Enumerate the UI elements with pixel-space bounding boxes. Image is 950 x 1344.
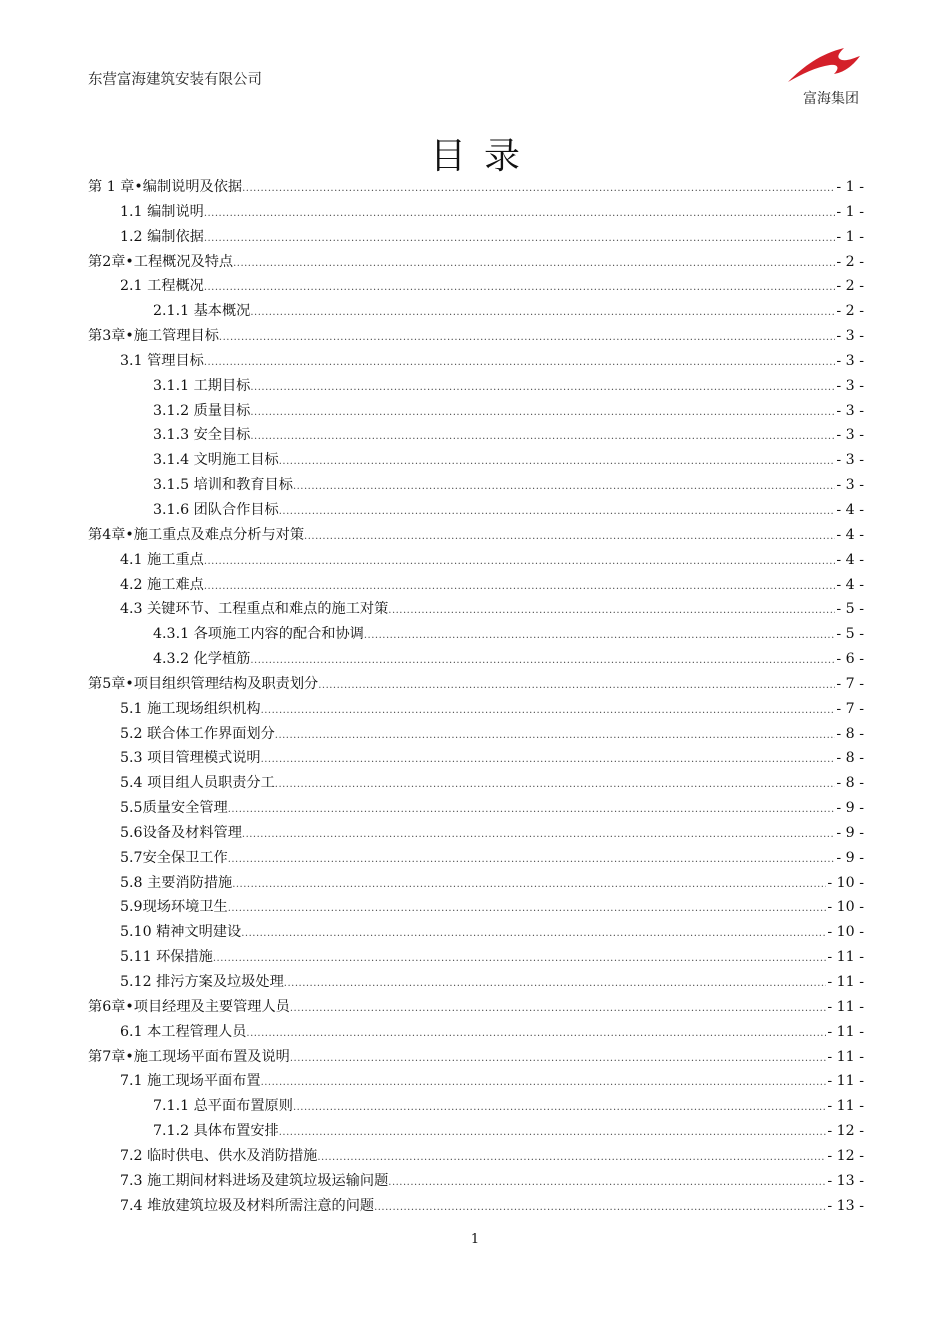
toc-dot-leader (279, 500, 836, 525)
toc-dot-leader (364, 624, 835, 649)
toc-entry-page: - 13 - (827, 1197, 864, 1214)
toc-dot-leader (279, 1121, 827, 1146)
toc-entry[interactable] (88, 548, 864, 573)
toc-entry-page: - 1 - (836, 228, 864, 245)
toc-entry[interactable] (88, 746, 864, 771)
toc-entry-page: - 12 - (827, 1147, 864, 1164)
toc-entry-title: 4.3.1 各项施工内容的配合和协调 (153, 626, 364, 643)
toc-dot-leader (388, 599, 835, 624)
toc-entry-title: 1.1 编制说明 (120, 203, 204, 220)
toc-entry-title: 2.1.1 基本概况 (153, 303, 251, 320)
toc-entry[interactable] (88, 175, 864, 200)
toc-entry[interactable] (88, 225, 864, 250)
toc-entry[interactable] (88, 771, 864, 796)
toc-entry-title: 7.2 临时供电、供水及消防措施 (120, 1147, 318, 1164)
toc-entry-page: - 7 - (836, 675, 864, 692)
toc-dot-leader (290, 1047, 826, 1072)
toc-entry-page: - 13 - (827, 1172, 864, 1189)
toc-entry[interactable] (88, 349, 864, 374)
toc-entry-title: 7.3 施工期间材料进场及建筑垃圾运输问题 (120, 1172, 389, 1189)
toc-entry-page: - 5 - (836, 601, 864, 618)
toc-entry[interactable] (88, 821, 864, 846)
toc-entry-title: 第2章•工程概况及特点 (88, 253, 234, 270)
toc-entry-title: 4.1 施工重点 (120, 551, 204, 568)
toc-entry-title: 6.1 本工程管理人员 (120, 1023, 247, 1040)
toc-entry[interactable] (88, 1144, 864, 1169)
toc-entry-title: 3.1.2 质量目标 (153, 402, 251, 419)
toc-entry-page: - 3 - (836, 328, 864, 345)
toc-entry[interactable] (88, 473, 864, 498)
toc-dot-leader (204, 575, 836, 600)
toc-entry[interactable] (88, 895, 864, 920)
toc-entry-title: 2.1 工程概况 (120, 278, 204, 295)
toc-entry-title: 5.8 主要消防措施 (120, 874, 233, 891)
toc-entry-page: - 8 - (836, 725, 864, 742)
toc-entry[interactable] (88, 1119, 864, 1144)
toc-entry-title: 5.7安全保卫工作 (120, 849, 228, 866)
toc-entry-title: 5.1 施工现场组织机构 (120, 700, 261, 717)
header-company-name: 东营富海建筑安装有限公司 (88, 72, 262, 88)
toc-entry-page: - 2 - (836, 253, 864, 270)
toc-entry-title: 7.1.1 总平面布置原则 (153, 1098, 293, 1115)
toc-dot-leader (250, 649, 835, 674)
toc-dot-leader (228, 798, 836, 823)
toc-entry-page: - 2 - (836, 303, 864, 320)
toc-entry-title: 3.1 管理目标 (120, 352, 204, 369)
toc-entry[interactable] (88, 622, 864, 647)
toc-entry-page: - 11 - (827, 1048, 864, 1065)
toc-dot-leader (317, 1146, 826, 1171)
toc-dot-leader (261, 699, 836, 724)
table-of-contents (88, 175, 864, 1218)
toc-entry-page: - 11 - (827, 974, 864, 990)
toc-dot-leader (318, 674, 835, 699)
toc-dot-leader (246, 1022, 826, 1047)
toc-entry[interactable] (88, 324, 864, 349)
toc-entry-page: - 11 - (827, 1073, 864, 1090)
toc-dot-leader (241, 922, 826, 947)
logo-caption: 富海集团 (803, 91, 859, 107)
toc-entry[interactable] (88, 1194, 864, 1219)
toc-entry[interactable] (88, 871, 864, 896)
toc-dot-leader (250, 425, 835, 450)
toc-entry-page: - 8 - (836, 750, 864, 767)
toc-entry-title: 5.11 环保措施 (120, 949, 213, 966)
toc-entry-page: - 1 - (836, 203, 864, 220)
toc-entry[interactable] (88, 523, 864, 548)
toc-entry[interactable] (88, 722, 864, 747)
toc-entry[interactable] (88, 1069, 864, 1094)
toc-entry[interactable] (88, 846, 864, 871)
toc-dot-leader (219, 326, 835, 351)
toc-entry[interactable] (88, 423, 864, 448)
toc-dot-leader (204, 351, 836, 376)
toc-dot-leader (275, 724, 836, 749)
toc-entry-page: - 11 - (827, 998, 864, 1015)
toc-entry-title: 第7章•施工现场平面布置及说明 (88, 1048, 290, 1065)
toc-entry[interactable] (88, 920, 864, 945)
toc-dot-leader (250, 376, 835, 401)
toc-entry-title: 3.1.5 培训和教育目标 (153, 477, 293, 494)
toc-entry-title: 3.1.6 团队合作目标 (153, 501, 279, 518)
toc-entry-title: 第3章•施工管理目标 (88, 328, 219, 345)
toc-dot-leader (374, 1196, 826, 1221)
toc-dot-leader (228, 848, 836, 873)
toc-entry-page: - 9 - (836, 849, 864, 866)
toc-entry-title: 7.1 施工现场平面布置 (120, 1073, 261, 1090)
toc-entry[interactable] (88, 1045, 864, 1070)
toc-dot-leader (250, 301, 835, 326)
toc-entry-title: 3.1.1 工期目标 (153, 377, 251, 394)
page-number: 1 (470, 1232, 480, 1247)
toc-dot-leader (213, 947, 826, 972)
toc-entry-page: - 11 - (827, 1098, 864, 1115)
toc-entry[interactable] (88, 1020, 864, 1045)
toc-entry[interactable] (88, 374, 864, 399)
toc-entry[interactable] (88, 274, 864, 299)
toc-entry-title: 5.5质量安全管理 (120, 800, 228, 817)
toc-entry-title: 7.4 堆放建筑垃圾及材料所需注意的问题 (120, 1197, 375, 1214)
toc-entry-title: 5.4 项目组人员职责分工 (120, 775, 275, 792)
toc-dot-leader (279, 450, 836, 475)
toc-dot-leader (290, 997, 826, 1022)
toc-entry[interactable] (88, 299, 864, 324)
toc-entry-page: - 2 - (836, 278, 864, 295)
toc-entry[interactable] (88, 597, 864, 622)
toc-dot-leader (228, 897, 827, 922)
toc-entry[interactable] (88, 448, 864, 473)
toc-dot-leader (293, 1096, 826, 1121)
company-logo-icon (786, 44, 862, 84)
toc-dot-leader (250, 401, 835, 426)
toc-entry-page: - 3 - (836, 427, 864, 444)
toc-entry-page: - 3 - (836, 452, 864, 469)
toc-entry[interactable] (88, 647, 864, 672)
toc-entry[interactable] (88, 796, 864, 821)
toc-entry-page: - 9 - (836, 824, 864, 841)
toc-entry[interactable] (88, 995, 864, 1020)
toc-entry-page: - 3 - (836, 377, 864, 394)
toc-entry-page: - 8 - (836, 775, 864, 792)
toc-dot-leader (242, 177, 835, 202)
toc-entry-title: 5.2 联合体工作界面划分 (120, 725, 275, 742)
page-title: 目录 (429, 136, 538, 177)
toc-entry-title: 5.6设备及材料管理 (120, 824, 242, 841)
toc-entry-title: 5.10 精神文明建设 (120, 924, 242, 941)
toc-entry[interactable] (88, 573, 864, 598)
toc-entry-title: 7.1.2 具体布置安排 (153, 1123, 279, 1140)
toc-entry-title: 3.1.4 文明施工目标 (153, 452, 279, 469)
toc-entry-title: 第5章•项目组织管理结构及职责划分 (88, 675, 319, 692)
toc-dot-leader (261, 1071, 827, 1096)
toc-entry-title: 4.3.2 化学植筋 (153, 651, 251, 668)
toc-entry-page: - 3 - (836, 402, 864, 419)
toc-entry-title: 4.3 关键环节、工程重点和难点的施工对策 (120, 601, 389, 618)
toc-entry-title: 第4章•施工重点及难点分析与对策 (88, 526, 305, 543)
toc-entry[interactable] (88, 399, 864, 424)
toc-entry-title: 4.2 施工难点 (120, 576, 204, 593)
toc-entry-title: 5.12 排污方案及垃圾处理 (120, 974, 284, 990)
toc-entry-page: - 10 - (827, 899, 864, 916)
toc-entry-page: - 7 - (836, 700, 864, 717)
toc-entry-title: 1.2 编制依据 (120, 228, 204, 245)
toc-entry-page: - 5 - (836, 626, 864, 643)
toc-dot-leader (261, 748, 836, 773)
toc-dot-leader (204, 227, 836, 252)
toc-dot-leader (275, 773, 836, 798)
toc-entry[interactable] (88, 945, 864, 970)
toc-entry[interactable] (88, 498, 864, 523)
toc-entry-page: - 11 - (827, 949, 864, 966)
toc-entry-page: - 10 - (827, 924, 864, 941)
toc-dot-leader (388, 1171, 826, 1196)
toc-entry-page: - 3 - (836, 477, 864, 494)
toc-entry[interactable] (88, 200, 864, 225)
toc-dot-leader (304, 525, 835, 550)
toc-entry-page: - 4 - (836, 501, 864, 518)
toc-dot-leader (242, 823, 835, 848)
toc-entry-title: 5.3 项目管理模式说明 (120, 750, 261, 767)
toc-entry[interactable] (88, 250, 864, 275)
toc-entry-page: - 4 - (836, 551, 864, 568)
toc-entry[interactable] (88, 970, 864, 995)
toc-dot-leader (232, 873, 826, 898)
toc-entry-title: 第 1 章•编制说明及依据 (88, 179, 243, 195)
toc-entry-page: - 11 - (827, 1023, 864, 1040)
toc-dot-leader (284, 972, 827, 997)
toc-entry-page: - 6 - (836, 651, 864, 668)
toc-entry[interactable] (88, 1169, 864, 1194)
toc-entry[interactable] (88, 1094, 864, 1119)
toc-entry-title: 5.9现场环境卫生 (120, 899, 228, 916)
toc-entry-page: - 12 - (827, 1123, 864, 1140)
toc-entry-page: - 9 - (836, 800, 864, 817)
toc-entry-title: 第6章•项目经理及主要管理人员 (88, 998, 290, 1015)
toc-entry-page: - 1 - (836, 179, 864, 195)
toc-dot-leader (204, 276, 836, 301)
toc-dot-leader (204, 202, 836, 227)
toc-dot-leader (233, 252, 835, 277)
toc-entry-title: 3.1.3 安全目标 (153, 427, 251, 444)
toc-entry-page: - 3 - (836, 352, 864, 369)
toc-dot-leader (204, 550, 836, 575)
toc-entry[interactable] (88, 697, 864, 722)
toc-dot-leader (293, 475, 835, 500)
toc-entry-page: - 10 - (827, 874, 864, 891)
toc-entry-page: - 4 - (836, 576, 864, 593)
toc-entry[interactable] (88, 672, 864, 697)
toc-entry-page: - 4 - (836, 526, 864, 543)
